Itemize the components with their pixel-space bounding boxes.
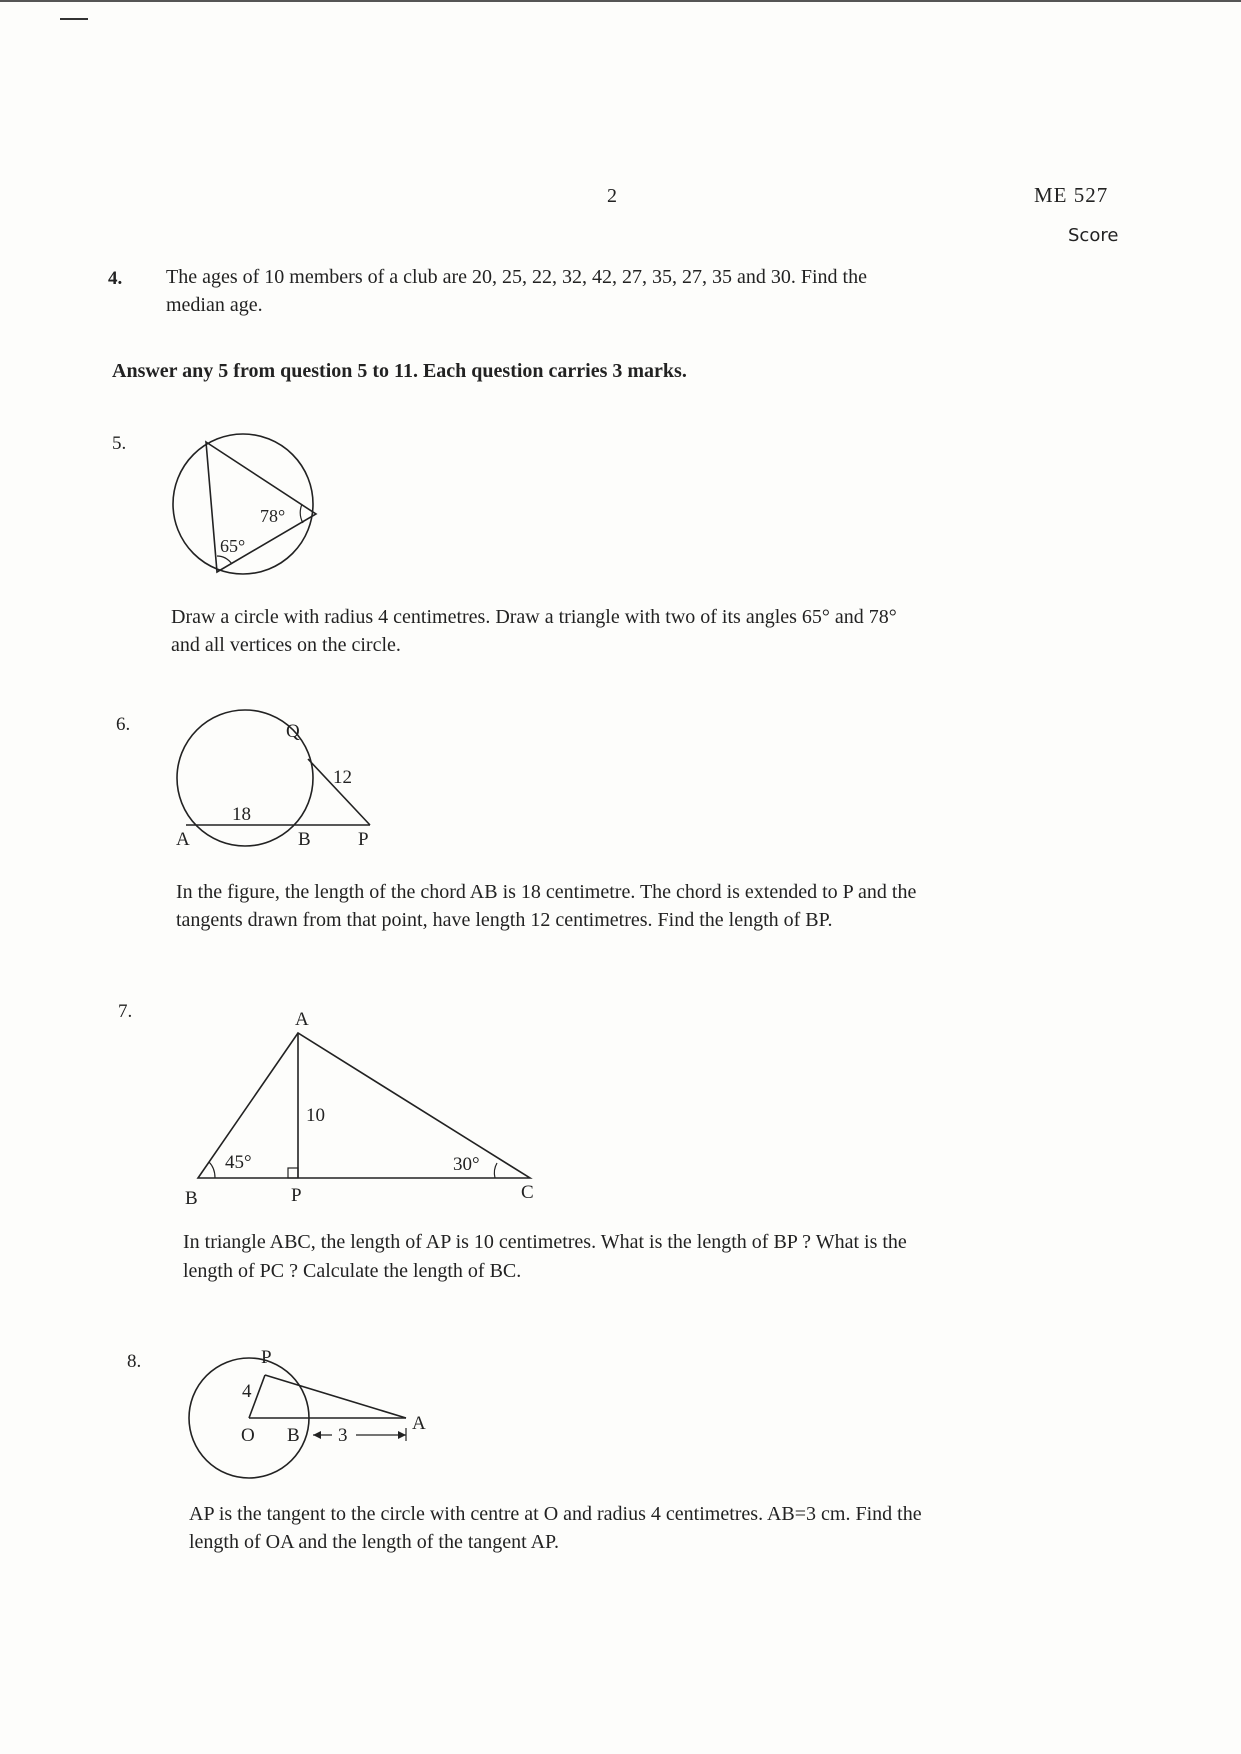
q8-arrow-right-head [398,1431,406,1439]
question-6-number: 6. [116,714,131,735]
q8-tangent-pa [265,1375,406,1418]
score-label: Score [1068,225,1119,246]
question-6-figure [160,705,410,865]
q7-label-a: A [295,1009,309,1030]
question-8-number: 8. [127,1351,142,1372]
q5-angle-arc-78 [300,504,303,523]
page-number: 2 [607,185,617,207]
q7-angle-arc-45 [209,1162,215,1178]
q6-label-18: 18 [232,804,251,825]
question-4-text-line1: The ages of 10 members of a club are 20, 25, 22, 32, 42, 27, 35, 27, 35 and 30. Find the [166,266,867,288]
q8-label-a: A [412,1413,426,1434]
q7-label-b: B [185,1188,198,1209]
q7-angle-arc-30 [494,1163,497,1178]
q6-label-12: 12 [333,767,352,788]
question-7-text-line2: length of PC ? Calculate the length of BC. [183,1260,522,1282]
q7-label-45: 45° [225,1152,252,1173]
question-4-number: 4. [108,268,123,289]
q7-label-c: C [521,1182,534,1203]
question-5-figure [160,430,330,590]
q7-right-angle-mark [288,1168,298,1178]
section-instructions: Answer any 5 from question 5 to 11. Each question carries 3 marks. [112,360,687,382]
q7-label-p: P [291,1185,302,1206]
paper-code: ME 527 [1034,183,1109,207]
question-8-text-line1: AP is the tangent to the circle with centre at O and radius 4 centimetres. AB=3 cm. Find the [189,1503,922,1525]
question-7-text-line1: In triangle ABC, the length of AP is 10 centimetres. What is the length of BP ? What is the [183,1231,907,1253]
q5-label-65: 65° [220,536,246,556]
q8-label-4: 4 [242,1381,252,1402]
question-6-text-line2: tangents drawn from that point, have length 12 centimetres. Find the length of BP. [176,909,833,931]
q8-label-p: P [261,1347,272,1368]
top-border-line [0,0,1241,10]
question-5-text-line2: and all vertices on the circle. [171,634,401,656]
q8-label-o: O [241,1425,255,1446]
q7-label-10: 10 [306,1105,325,1126]
top-dash [60,18,88,20]
q5-angle-arc-65 [217,556,232,564]
question-8-figure [180,1340,440,1490]
question-5-number: 5. [112,433,127,454]
q5-label-78: 78° [260,506,286,526]
q8-label-b: B [287,1425,300,1446]
q8-arrow-left-head [313,1431,321,1439]
q6-label-a: A [176,829,190,850]
question-7-figure [175,1000,545,1210]
question-7-number: 7. [118,1001,133,1022]
question-4-text-line2: median age. [166,294,263,316]
question-5-text-line1: Draw a circle with radius 4 centimetres. Draw a triangle with two of its angles 65° and 78° [171,606,897,628]
question-6-text-line1: In the figure, the length of the chord AB is 18 centimetre. The chord is extended to P and the [176,881,917,903]
q6-label-b: B [298,829,311,850]
q6-label-p: P [358,829,369,850]
q8-label-3: 3 [338,1425,348,1446]
q6-label-q: Q [286,721,300,742]
q7-label-30: 30° [453,1154,480,1175]
question-8-text-line2: length of OA and the length of the tangent AP. [189,1531,559,1553]
